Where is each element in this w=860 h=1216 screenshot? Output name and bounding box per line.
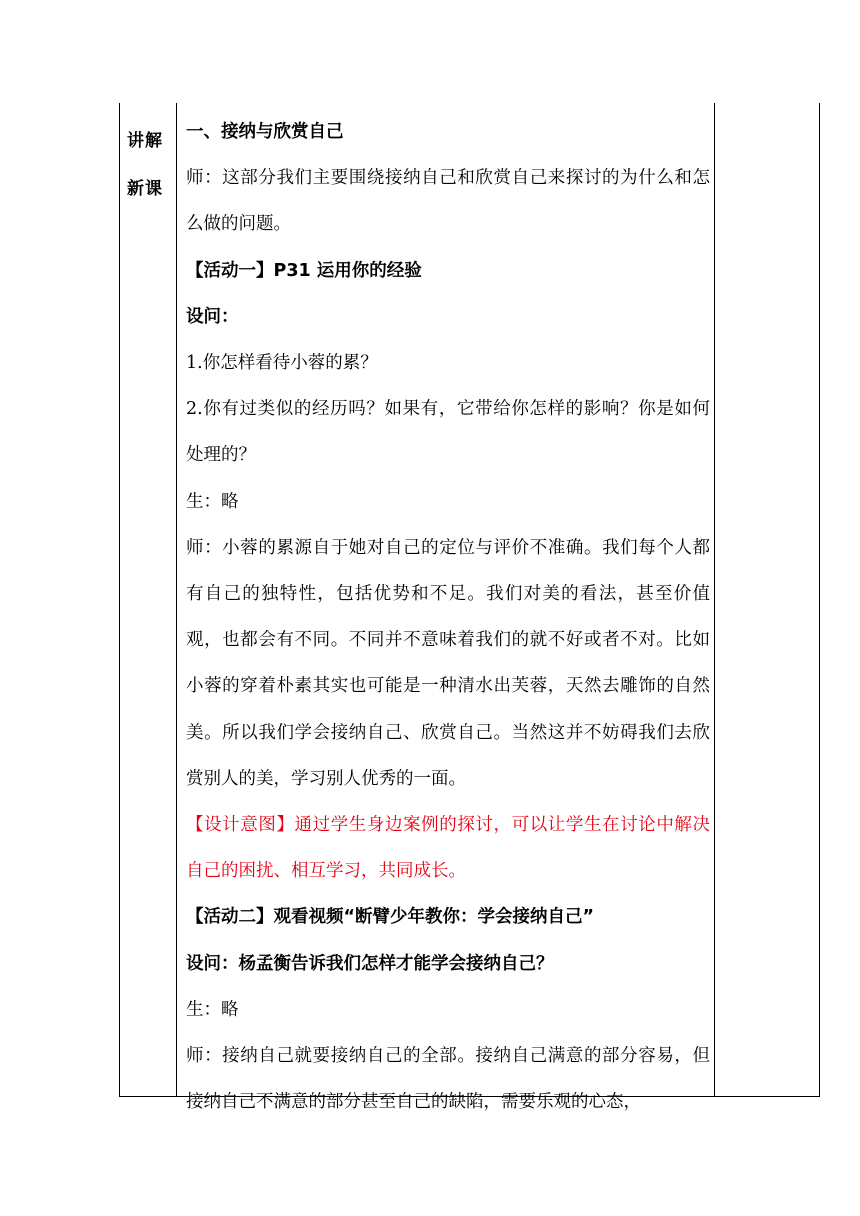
design-intent: 【设计意图】通过学生身边案例的探讨，可以让学生在讨论中解决自己的困扰、相互学习，共同成长。 bbox=[186, 815, 710, 882]
question-2: 2.你有过类似的经历吗？如果有，它带给你怎样的影响？你是如何处理的？ bbox=[186, 399, 710, 466]
table-border-left bbox=[119, 103, 120, 1097]
lesson-table bbox=[119, 103, 820, 1113]
question-two: 设问：杨孟衡告诉我们怎样才能学会接纳自己？ bbox=[186, 953, 554, 974]
lesson-content-cell bbox=[186, 109, 710, 1125]
column-divider-1 bbox=[176, 103, 177, 1097]
teacher-explanation: 师：小蓉的累源自于她对自己的定位与评价不准确。我们每个人都有自己的独特性，包括优势和不足。我们对美的看法，甚至价值观，也都会有不同。不同并不意味着我们的就不好或者不对。比如小蓉的穿着朴素其实也可能是一种清水出芙蓉，天然去雕饰的自然美。所以我们学会接纳自己、欣赏自己。当然这并不妨碍我们去欣赏别人的美，学习别人优秀的一面。 bbox=[186, 537, 710, 789]
question-label: 设问： bbox=[186, 306, 239, 327]
question-1: 1.你怎样看待小蓉的累？ bbox=[186, 353, 378, 374]
section-label-line1: 讲解 bbox=[127, 131, 163, 151]
section-label-cell bbox=[127, 117, 177, 213]
activity-one-title: 【活动一】P31 运用你的经验 bbox=[186, 260, 422, 281]
student-response-1: 生：略 bbox=[186, 491, 239, 512]
teacher-explanation-2: 师：接纳自己就要接纳自己的全部。接纳自己满意的部分容易，但接纳自己不满意的部分甚至自己的缺陷，需要乐观的心态， bbox=[186, 1046, 710, 1113]
student-response-2: 生：略 bbox=[186, 999, 239, 1020]
section-heading: 一、接纳与欣赏自己 bbox=[186, 122, 344, 142]
section-label-line2: 新课 bbox=[127, 179, 163, 199]
teacher-intro: 师：这部分我们主要围绕接纳自己和欣赏自己来探讨的为什么和怎么做的问题。 bbox=[186, 168, 710, 235]
activity-two-title: 【活动二】观看视频“断臂少年教你：学会接纳自己” bbox=[186, 907, 595, 928]
column-divider-2 bbox=[714, 103, 715, 1097]
table-border-right bbox=[819, 103, 820, 1097]
